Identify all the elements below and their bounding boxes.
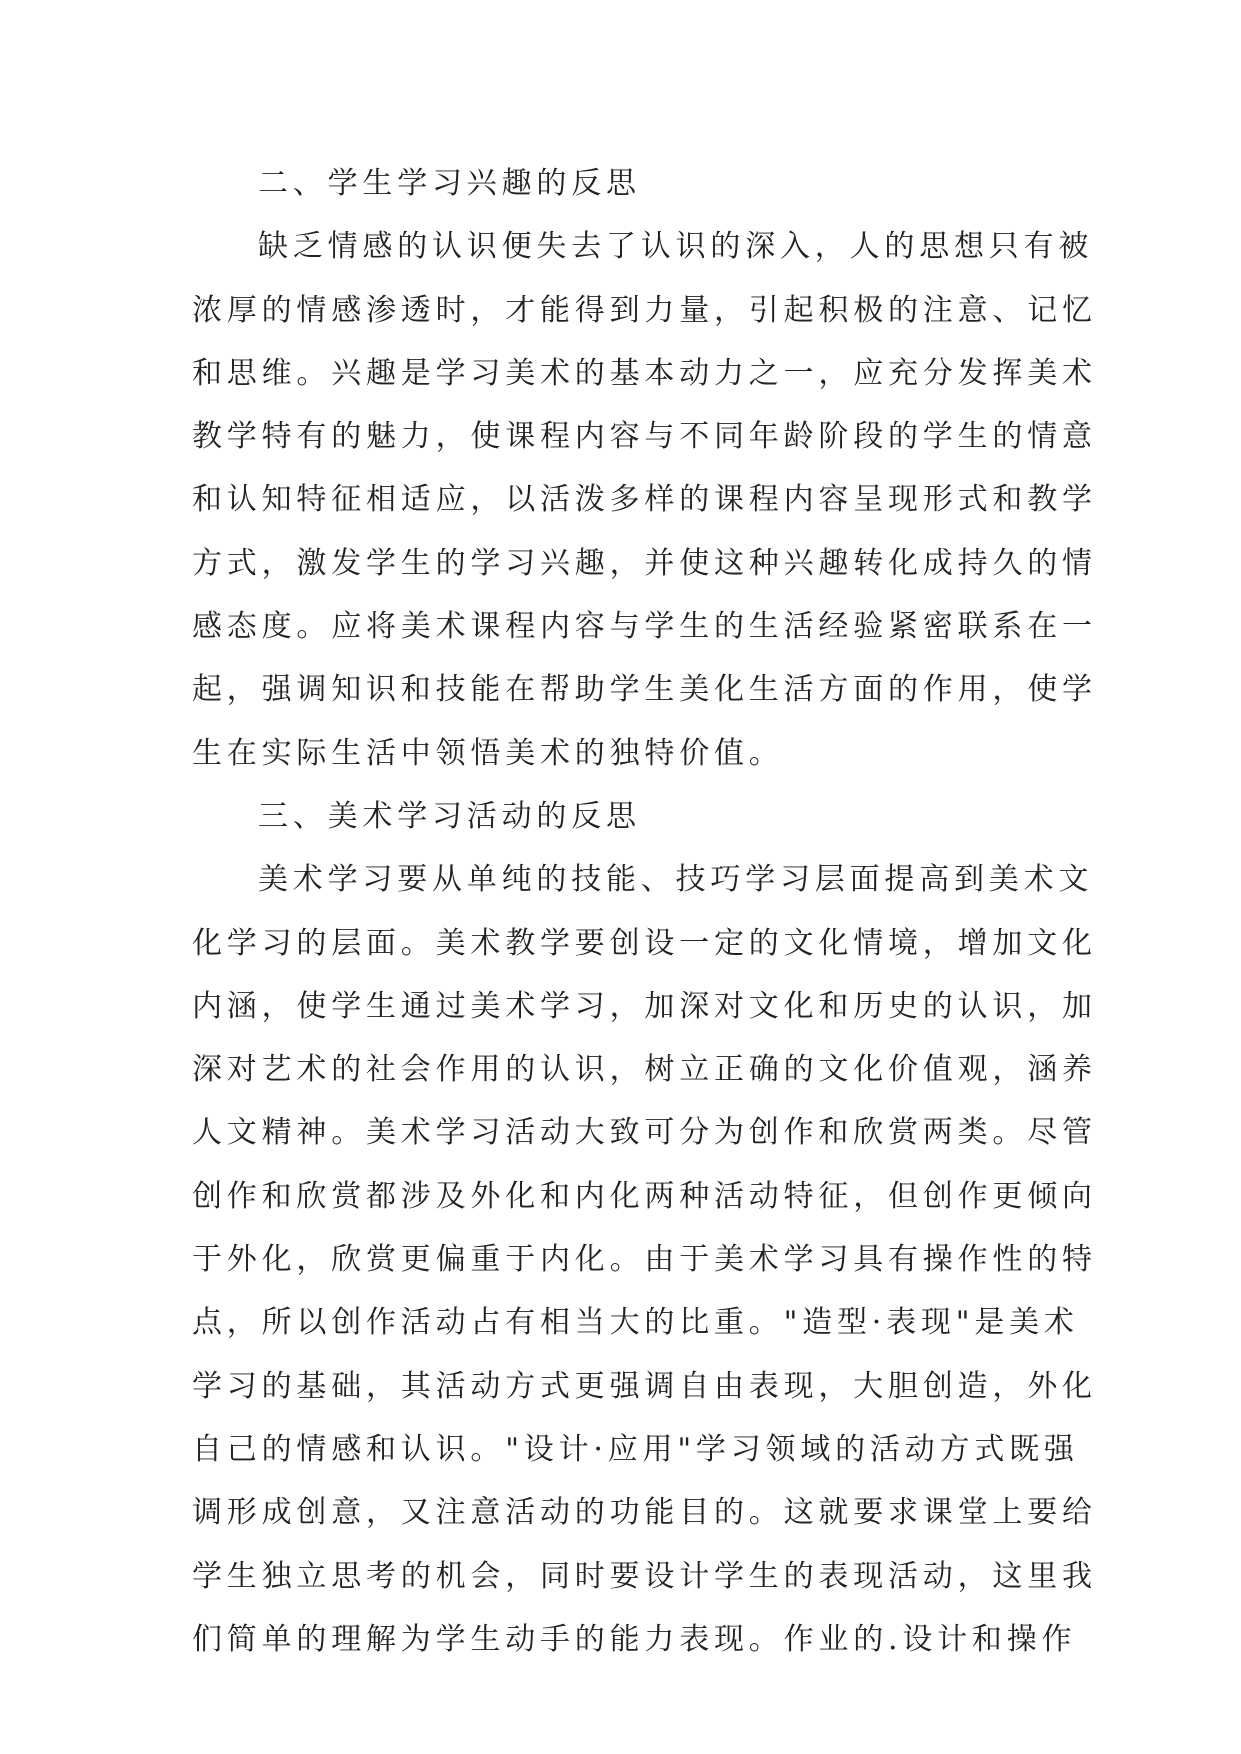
paragraph-line: 深对艺术的社会作用的认识，树立正确的文化价值观，涵养	[192, 1052, 1097, 1088]
section-heading: 三、美术学习活动的反思	[258, 798, 641, 834]
paragraph-line: 内涵，使学生通过美术学习，加深对文化和历史的认识，加	[192, 988, 1097, 1024]
paragraph-line: 感态度。应将美术课程内容与学生的生活经验紧密联系在一	[192, 609, 1097, 645]
paragraph-line: 教学特有的魅力，使课程内容与不同年龄阶段的学生的情意	[192, 419, 1097, 455]
paragraph-line: 于外化，欣赏更偏重于内化。由于美术学习具有操作性的特	[192, 1242, 1097, 1278]
paragraph-line: 自己的情感和认识。"设计·应用"学习领域的活动方式既强	[192, 1431, 1079, 1467]
paragraph-line: 学生独立思考的机会，同时要设计学生的表现活动，这里我	[192, 1558, 1097, 1594]
section-heading: 二、学生学习兴趣的反思	[258, 166, 641, 201]
paragraph-line: 浓厚的情感渗透时，才能得到力量，引起积极的注意、记忆	[192, 292, 1097, 328]
paragraph-line: 调形成创意，又注意活动的功能目的。这就要求课堂上要给	[192, 1495, 1097, 1531]
paragraph-line: 缺乏情感的认识便失去了认识的深入，人的思想只有被	[258, 229, 1094, 265]
paragraph-line: 学习的基础，其活动方式更强调自由表现，大胆创造，外化	[192, 1368, 1097, 1404]
paragraph-line: 们简单的理解为学生动手的能力表现。作业的.设计和操作	[192, 1621, 1077, 1657]
paragraph-line: 生在实际生活中领悟美术的独特价值。	[192, 735, 784, 771]
paragraph-line: 创作和欣赏都涉及外化和内化两种活动特征，但创作更倾向	[192, 1178, 1097, 1214]
paragraph-line: 人文精神。美术学习活动大致可分为创作和欣赏两类。尽管	[192, 1115, 1097, 1151]
paragraph-line: 化学习的层面。美术教学要创设一定的文化情境，增加文化	[192, 925, 1097, 961]
paragraph-line: 和思维。兴趣是学习美术的基本动力之一，应充分发挥美术	[192, 355, 1097, 391]
document-page	[192, 152, 1097, 1671]
paragraph-line: 点，所以创作活动占有相当大的比重。"造型·表现"是美术	[192, 1305, 1079, 1341]
paragraph-line: 起，强调知识和技能在帮助学生美化生活方面的作用，使学	[192, 672, 1097, 708]
paragraph-line: 和认知特征相适应，以活泼多样的课程内容呈现形式和教学	[192, 482, 1097, 518]
paragraph-line: 美术学习要从单纯的技能、技巧学习层面提高到美术文	[258, 862, 1094, 898]
paragraph-line: 方式，激发学生的学习兴趣，并使这种兴趣转化成持久的情	[192, 545, 1097, 581]
